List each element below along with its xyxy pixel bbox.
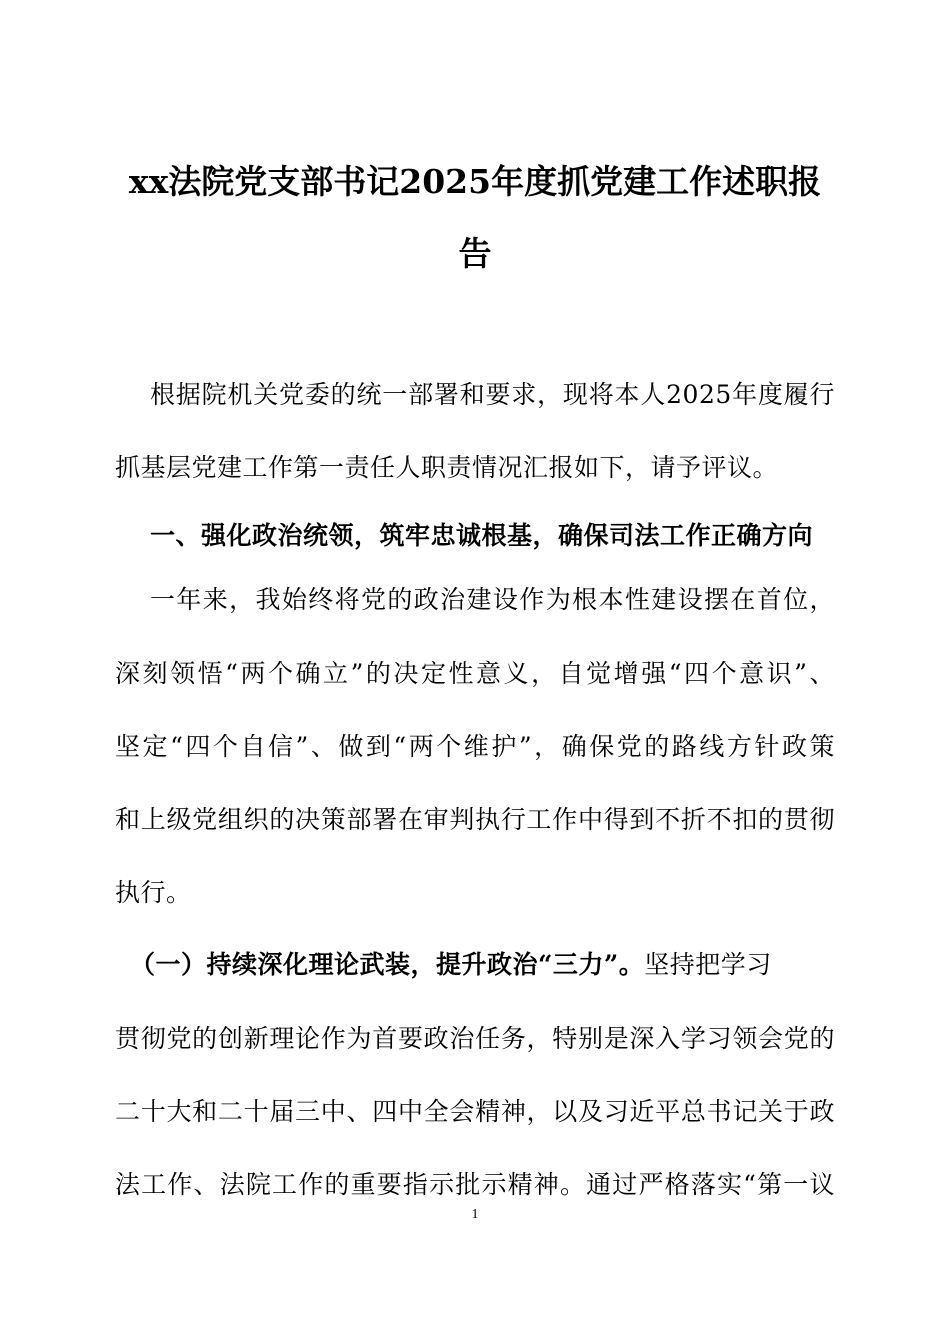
title-line-2: 告 bbox=[458, 234, 492, 273]
section-heading: 一、强化政治统领，筑牢忠诚根基，确保司法工作正确方向 bbox=[150, 521, 814, 550]
paragraph-line: 执行。 bbox=[115, 878, 192, 907]
subsection-line bbox=[130, 947, 835, 983]
paragraph-line: 坚定“四个自信”、做到“两个维护”，确保党的路线方针政策 bbox=[115, 732, 835, 761]
paragraph-line: 一年来，我始终将党的政治建设作为根本性建设摆在首位， bbox=[150, 585, 835, 614]
subsection-heading: （一）持续深化理论武装，提升政治“三力”。 bbox=[130, 950, 645, 979]
paragraph-line: 二十大和二十届三中、四中全会精神，以及习近平总书记关于政 bbox=[115, 1097, 835, 1126]
paragraph-line: 法工作、法院工作的重要指示批示精神。通过严格落实“第一议 bbox=[115, 1170, 835, 1199]
page-number: 1 bbox=[471, 1207, 479, 1222]
paragraph-line: 根据院机关党委的统一部署和要求，现将本人2025年度履行 bbox=[150, 380, 835, 409]
paragraph-line: 深刻领悟“两个确立”的决定性意义，自觉增强“四个意识”、 bbox=[115, 659, 835, 688]
paragraph-line: 和上级党组织的决策部署在审判执行工作中得到不折不扣的贯彻 bbox=[115, 805, 835, 834]
subsection-text: 坚持把学习 bbox=[644, 950, 772, 979]
title-line-1: xx法院党支部书记2025年度抓党建工作述职报 bbox=[128, 162, 822, 201]
paragraph-line: 贯彻党的创新理论作为首要政治任务，特别是深入学习领会党的 bbox=[115, 1024, 835, 1053]
document-title bbox=[110, 146, 840, 290]
paragraph-line: 抓基层党建工作第一责任人职责情况汇报如下，请予评议。 bbox=[115, 453, 779, 482]
